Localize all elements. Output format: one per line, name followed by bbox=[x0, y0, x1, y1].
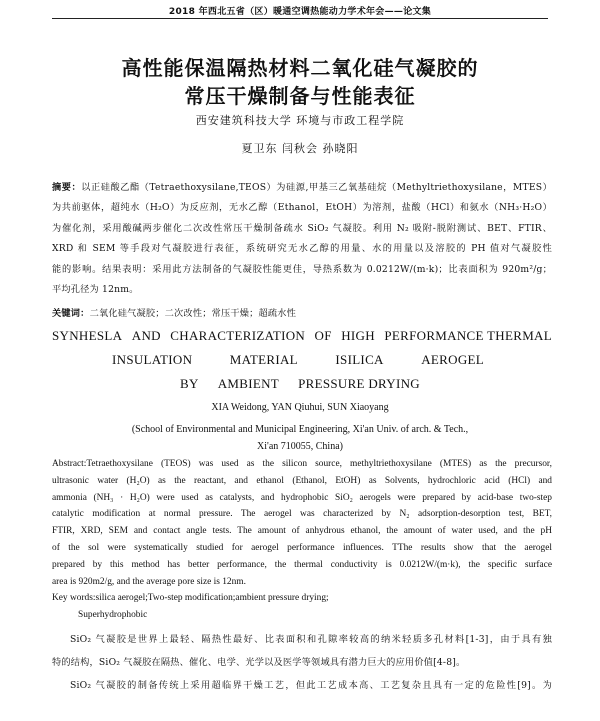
abstract-cn-line: 平均孔径为 12nm。 bbox=[52, 284, 139, 296]
affiliation-en-line1: (School of Environmental and Municipal Engineering, Xi'an Univ. of arch. & Tech., bbox=[131, 424, 469, 435]
body-cn-line: 特的结构，SiO₂ 气凝胶在隔热、催化、电学、光学以及医学等领域具有潜力巨大的应用价值[4-8]。 bbox=[52, 657, 466, 668]
title-word: CHARACTERIZATION bbox=[170, 328, 306, 343]
abstract-en-line: area is 920m2/g, and the average pore size is 12nm. bbox=[52, 576, 246, 587]
abstract-cn-line: XRD 和 SEM 等手段对气凝胶进行表征，系统研究无水乙醇的用量、水的用量以及溶胶的 PH 值对气凝胶性 bbox=[52, 243, 552, 255]
authors-en: XIA Weidong, YAN Qiuhui, SUN Xiaoyang bbox=[211, 402, 389, 413]
abstract-en-line: ultrasonic water (H₂O) as the reactant, and ethanol (Ethanol, EtOH) as Solvents, hydrochloric acid (HCl) and bbox=[52, 475, 552, 486]
abstract-cn-line: 摘要：以正硅酸乙酯（Tetraethoxysilane,TEOS）为硅源,甲基三乙氧基硅烷（Methyltriethoxysilane，MTES） bbox=[52, 182, 552, 193]
title-word: AND bbox=[131, 328, 161, 343]
title-word: SYNHESLA bbox=[52, 328, 123, 343]
title-word: BY bbox=[180, 376, 199, 391]
abstract-cn bbox=[52, 178, 552, 300]
keywords-en-line1: Key words:silica aerogel;Two-step modification;ambient pressure drying; bbox=[52, 593, 329, 604]
title-word: MATERIAL bbox=[229, 352, 298, 367]
authors-cn: 夏卫东 闫秋会 孙晓阳 bbox=[241, 142, 359, 155]
paper-title-line2: 常压干燥制备与性能表征 bbox=[184, 84, 416, 108]
abstract-cn-line: 能的影响。结果表明：采用此方法制备的气凝胶性能更佳，导热系数为 0.0212W/(m·k)；比表面积为 920m²/g； bbox=[52, 263, 552, 275]
title-word: ISILICA bbox=[335, 352, 384, 367]
title-word: HIGH bbox=[341, 328, 375, 343]
body-cn-line: SiO₂ 气凝胶是世界上最轻、隔热性最好、比表面积和孔隙率较高的纳米轻质多孔材料[1-3]，由于具有独 bbox=[70, 634, 552, 645]
abstract-en-line: Abstract:Tetraethoxysilane (TEOS) was used as the silicon source, methyltriethoxysilane (MTES) as the precursor, bbox=[52, 459, 552, 469]
keywords-en-line2: Superhydrophobic bbox=[78, 610, 148, 621]
abstract-en-line: FTIR, XRD, SEM and contact angle tests. The amount of anhydrous ethanol, the amount of water used, and the pH bbox=[52, 526, 552, 537]
title-word: PRESSURE DRYING bbox=[298, 376, 420, 391]
title-word: AMBIENT bbox=[217, 376, 280, 391]
paper-title-line1: 高性能保温隔热材料二氧化硅气凝胶的 bbox=[121, 56, 479, 80]
title-word: OF bbox=[314, 328, 332, 343]
keywords-cn bbox=[52, 304, 552, 324]
abstract-cn-line: 为共前驱体，超纯水（H₂O）为反应剂，无水乙醇（Ethanol，EtOH）为溶剂，盐酸（HCl）和氨水（NH₃·H₂O） bbox=[52, 202, 552, 214]
abstract-en bbox=[52, 456, 552, 624]
keywords-cn-label: 关键词： bbox=[52, 308, 90, 319]
abstract-cn-label: 摘要： bbox=[52, 182, 82, 193]
body-cn bbox=[52, 628, 552, 697]
affiliation-cn: 西安建筑科技大学 环境与市政工程学院 bbox=[195, 114, 405, 127]
keywords-cn-text: 二氧化硅气凝胶；二次改性；常压干燥；超疏水性 bbox=[89, 308, 297, 319]
abstract-cn-line: 为催化剂，采用酸碱两步催化二次改性常压干燥制备疏水 SiO₂ 气凝胶。利用 N₂ 吸附-脱附测试、BET、FTIR、 bbox=[52, 222, 552, 234]
english-title-line1 bbox=[52, 328, 552, 344]
english-title-line3 bbox=[180, 376, 420, 392]
body-cn-line: SiO₂ 气凝胶的制备传统上采用超临界干燥工艺，但此工艺成本高、工艺复杂且具有一定的危险性[9]。为 bbox=[70, 680, 552, 691]
running-header: 2018 年西北五省（区）暖通空调热能动力学术年会——论文集 bbox=[168, 7, 432, 17]
abstract-en-line: prepared by this method has better performance, the thermal conductivity is 0.0212W/(m·k), the specific surface bbox=[52, 559, 552, 570]
abstract-en-line: of the sol were systematically studied for aerogel performance influences. TThe results show that the aerogel bbox=[52, 542, 552, 553]
title-word: AEROGEL bbox=[421, 352, 484, 367]
title-word: PERFORMANCE THERMAL bbox=[384, 328, 552, 343]
header-rule bbox=[52, 18, 548, 19]
abstract-en-line: catalytic modification at normal pressure. The aerogel was characterized by N₂ adsorption-desorption test, BET, bbox=[52, 509, 552, 520]
abstract-en-line: ammonia (NH₃ · H₂O) were used as catalysts, and hydrophobic SiO₂ aerogels were prepared by acid-base two-step bbox=[52, 492, 552, 503]
english-title-line2 bbox=[112, 352, 484, 368]
title-word: INSULATION bbox=[112, 352, 193, 367]
affiliation-en-line2: Xi'an 710055, China) bbox=[257, 441, 343, 452]
